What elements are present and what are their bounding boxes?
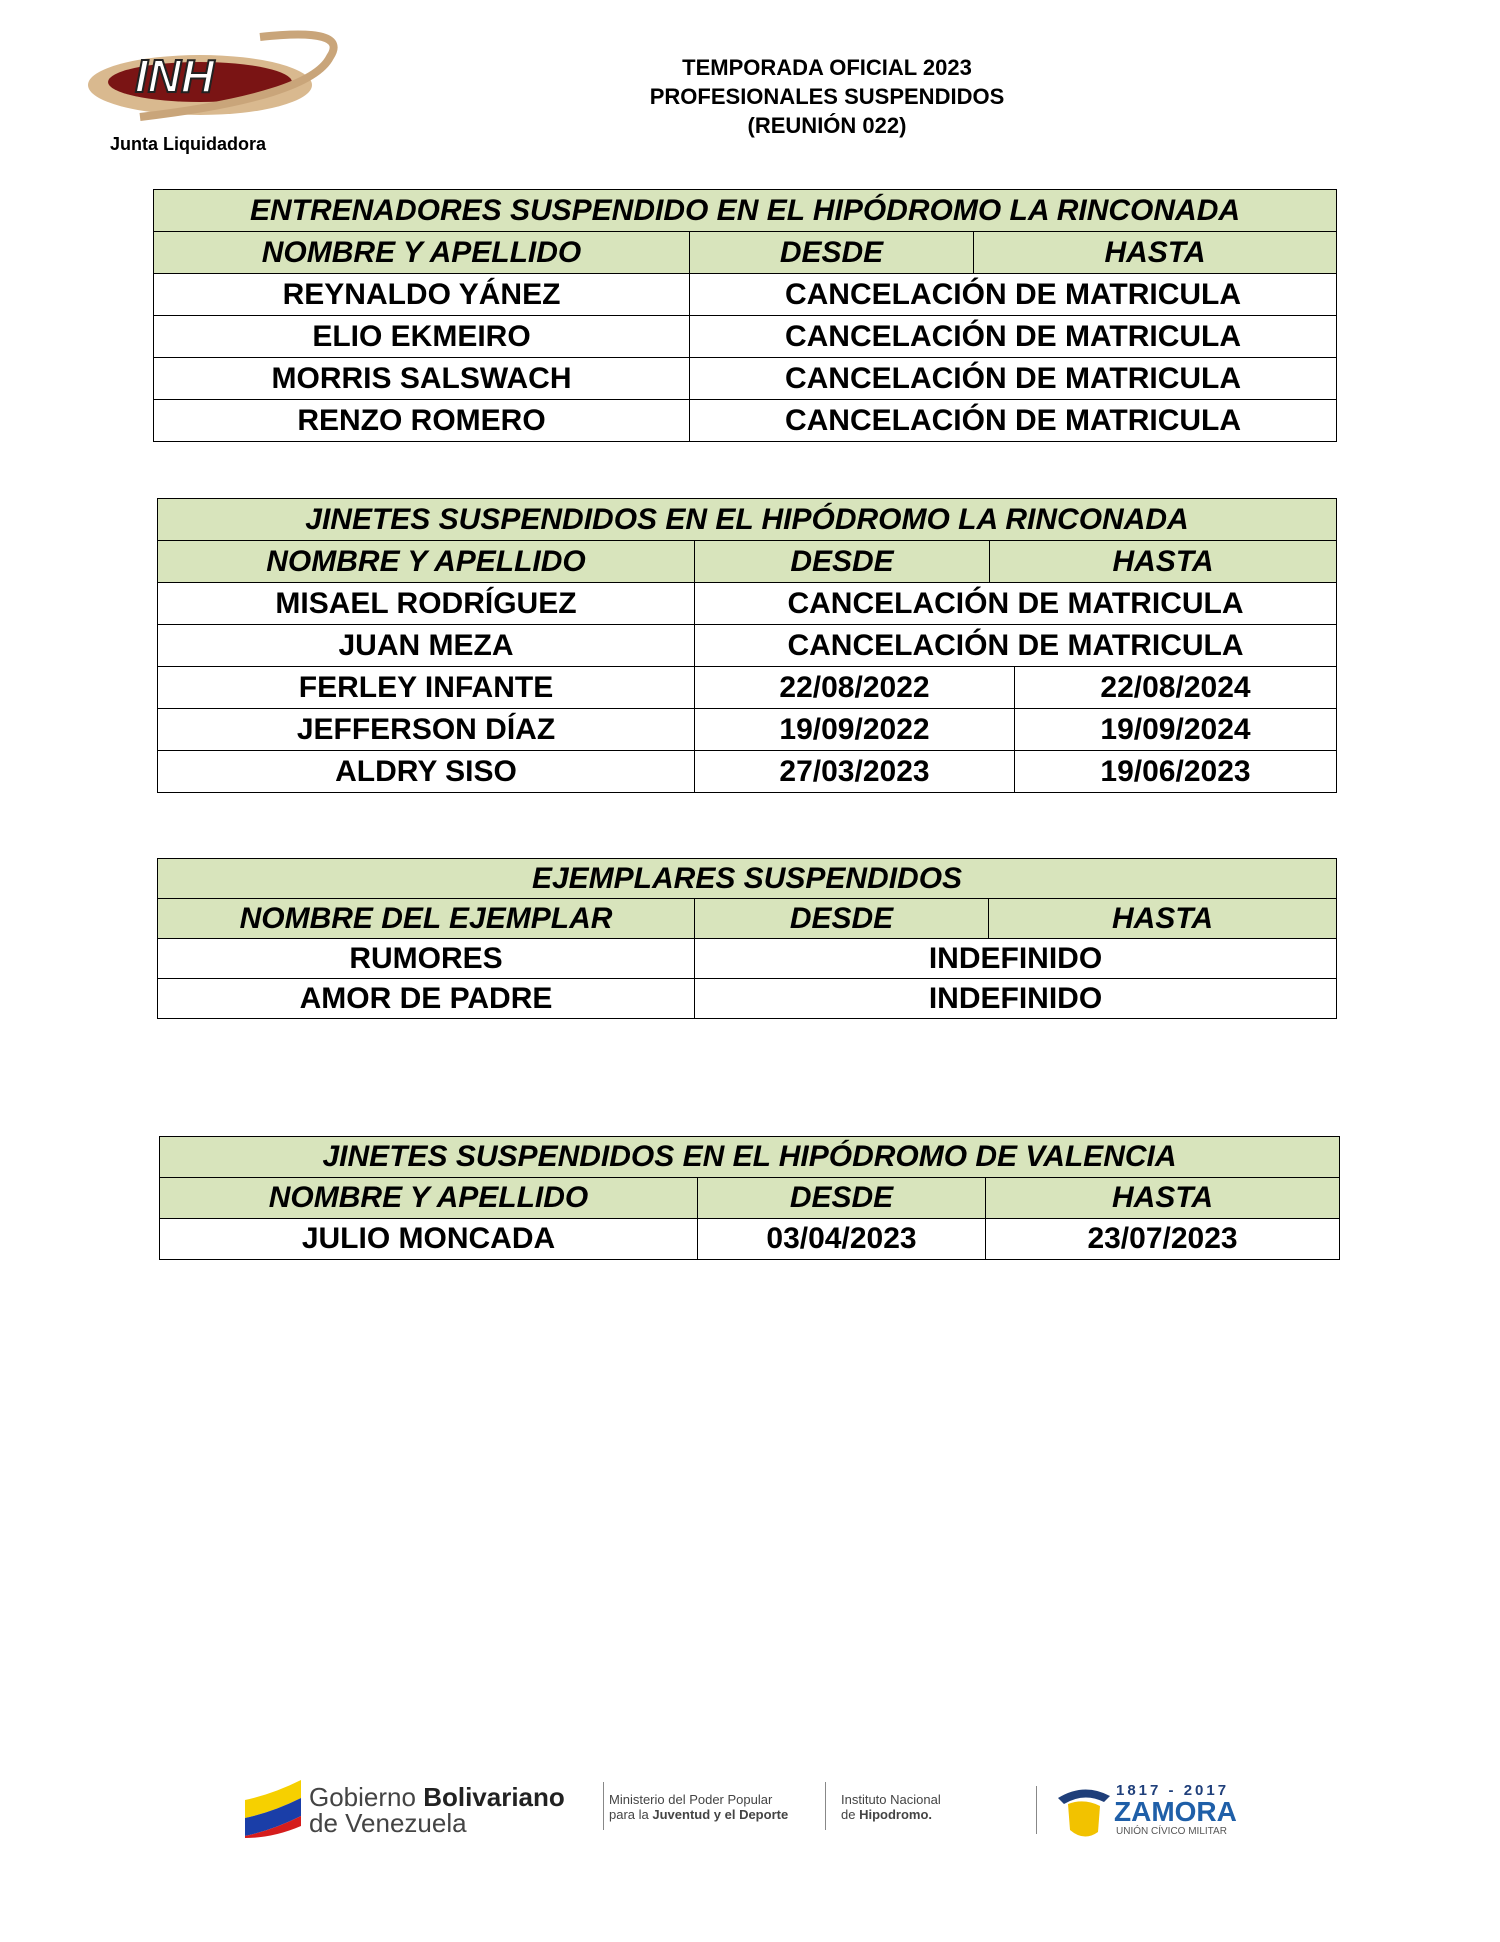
table-title: JINETES SUSPENDIDOS EN EL HIPÓDROMO LA RINCONADA — [158, 499, 1337, 541]
inh-logo — [80, 27, 350, 123]
instituto-bold: Hipodromo. — [859, 1807, 933, 1822]
table-title-row — [158, 499, 1337, 541]
jinetes-valencia-table — [159, 1136, 1340, 1260]
gob-bold: Bolivariano — [423, 1782, 565, 1812]
instituto-text-2: de — [841, 1807, 860, 1822]
name-cell: JEFFERSON DÍAZ — [158, 709, 695, 751]
ministerio-text-2: para la — [609, 1807, 653, 1822]
doc-subtitle: PROFESIONALES SUSPENDIDOS — [649, 84, 1005, 109]
hasta-cell: 19/09/2024 — [1015, 709, 1337, 751]
table-row — [158, 667, 1337, 709]
status-cell: INDEFINIDO — [695, 939, 1337, 979]
table-header-row — [160, 1178, 1340, 1219]
name-cell: RENZO ROMERO — [154, 400, 690, 442]
table-header-row — [154, 232, 1337, 274]
doc-title: TEMPORADA OFICIAL 2023 — [682, 55, 972, 80]
instituto-text: Instituto Nacional — [841, 1792, 941, 1807]
hasta-cell: 22/08/2024 — [1015, 667, 1337, 709]
zamora-years: 1817 - 2017 — [1116, 1782, 1230, 1799]
column-header: DESDE — [695, 541, 990, 583]
hasta-cell: 19/06/2023 — [1015, 751, 1337, 793]
hasta-cell: 23/07/2023 — [986, 1219, 1340, 1260]
status-cell: INDEFINIDO — [695, 979, 1337, 1019]
name-cell: ALDRY SISO — [158, 751, 695, 793]
name-cell: MORRIS SALSWACH — [154, 358, 690, 400]
name-cell: FERLEY INFANTE — [158, 667, 695, 709]
status-cell: CANCELACIÓN DE MATRICULA — [695, 625, 1337, 667]
status-cell: CANCELACIÓN DE MATRICULA — [695, 583, 1337, 625]
ejemplares-table — [157, 858, 1337, 1019]
venezuela-flag-icon — [243, 1780, 303, 1838]
column-header: HASTA — [990, 541, 1337, 583]
name-cell: JUAN MEZA — [158, 625, 695, 667]
zamora-logo — [1036, 1782, 1266, 1842]
column-header: NOMBRE Y APELLIDO — [158, 541, 695, 583]
desde-cell: 19/09/2022 — [695, 709, 1015, 751]
status-cell: CANCELACIÓN DE MATRICULA — [690, 400, 1337, 442]
table-title-row — [154, 190, 1337, 232]
column-header: HASTA — [974, 232, 1337, 274]
zamora-portrait-icon — [1054, 1782, 1114, 1842]
column-header: NOMBRE Y APELLIDO — [154, 232, 690, 274]
table-title: JINETES SUSPENDIDOS EN EL HIPÓDROMO DE VALENCIA — [160, 1137, 1340, 1178]
gob-text: Gobierno — [309, 1782, 424, 1812]
name-cell: JULIO MONCADA — [160, 1219, 698, 1260]
column-header: DESDE — [698, 1178, 986, 1219]
table-title-row — [160, 1137, 1340, 1178]
org-name: Junta Liquidadora — [110, 134, 267, 154]
table-row — [158, 979, 1337, 1019]
table-title: ENTRENADORES SUSPENDIDO EN EL HIPÓDROMO LA RINCONADA — [154, 190, 1337, 232]
desde-cell: 22/08/2022 — [695, 667, 1015, 709]
desde-cell: 27/03/2023 — [695, 751, 1015, 793]
status-cell: CANCELACIÓN DE MATRICULA — [690, 316, 1337, 358]
column-header: HASTA — [986, 1178, 1340, 1219]
column-header: NOMBRE DEL EJEMPLAR — [158, 899, 695, 939]
status-cell: CANCELACIÓN DE MATRICULA — [690, 274, 1337, 316]
table-row — [154, 400, 1337, 442]
name-cell: MISAEL RODRÍGUEZ — [158, 583, 695, 625]
table-row — [158, 625, 1337, 667]
gob-text-2: de Venezuela — [309, 1808, 467, 1838]
table-title: EJEMPLARES SUSPENDIDOS — [158, 859, 1337, 899]
table-header-row — [158, 899, 1337, 939]
table-row — [158, 583, 1337, 625]
column-header: NOMBRE Y APELLIDO — [160, 1178, 698, 1219]
status-cell: CANCELACIÓN DE MATRICULA — [690, 358, 1337, 400]
table-row — [158, 939, 1337, 979]
zamora-sub: UNIÓN CÍVICO MILITAR — [1116, 1826, 1227, 1837]
name-cell: REYNALDO YÁNEZ — [154, 274, 690, 316]
table-row — [154, 316, 1337, 358]
table-row — [154, 358, 1337, 400]
table-title-row — [158, 859, 1337, 899]
table-row — [158, 751, 1337, 793]
name-cell: RUMORES — [158, 939, 695, 979]
ministerio-bold: Juventud y el Deporte — [652, 1807, 789, 1822]
name-cell: ELIO EKMEIRO — [154, 316, 690, 358]
column-header: HASTA — [989, 899, 1337, 939]
name-cell: AMOR DE PADRE — [158, 979, 695, 1019]
column-header: DESDE — [695, 899, 989, 939]
entrenadores-rinconada-table — [153, 189, 1337, 442]
jinetes-rinconada-table — [157, 498, 1337, 793]
ministerio-text: Ministerio del Poder Popular — [609, 1792, 773, 1807]
zamora-text: ZAMORA — [1114, 1796, 1237, 1827]
table-row — [160, 1219, 1340, 1260]
desde-cell: 03/04/2023 — [698, 1219, 986, 1260]
table-row — [154, 274, 1337, 316]
svg-text:INH: INH — [135, 50, 215, 102]
table-header-row — [158, 541, 1337, 583]
doc-meeting: (REUNIÓN 022) — [747, 113, 907, 138]
table-row — [158, 709, 1337, 751]
column-header: DESDE — [690, 232, 974, 274]
